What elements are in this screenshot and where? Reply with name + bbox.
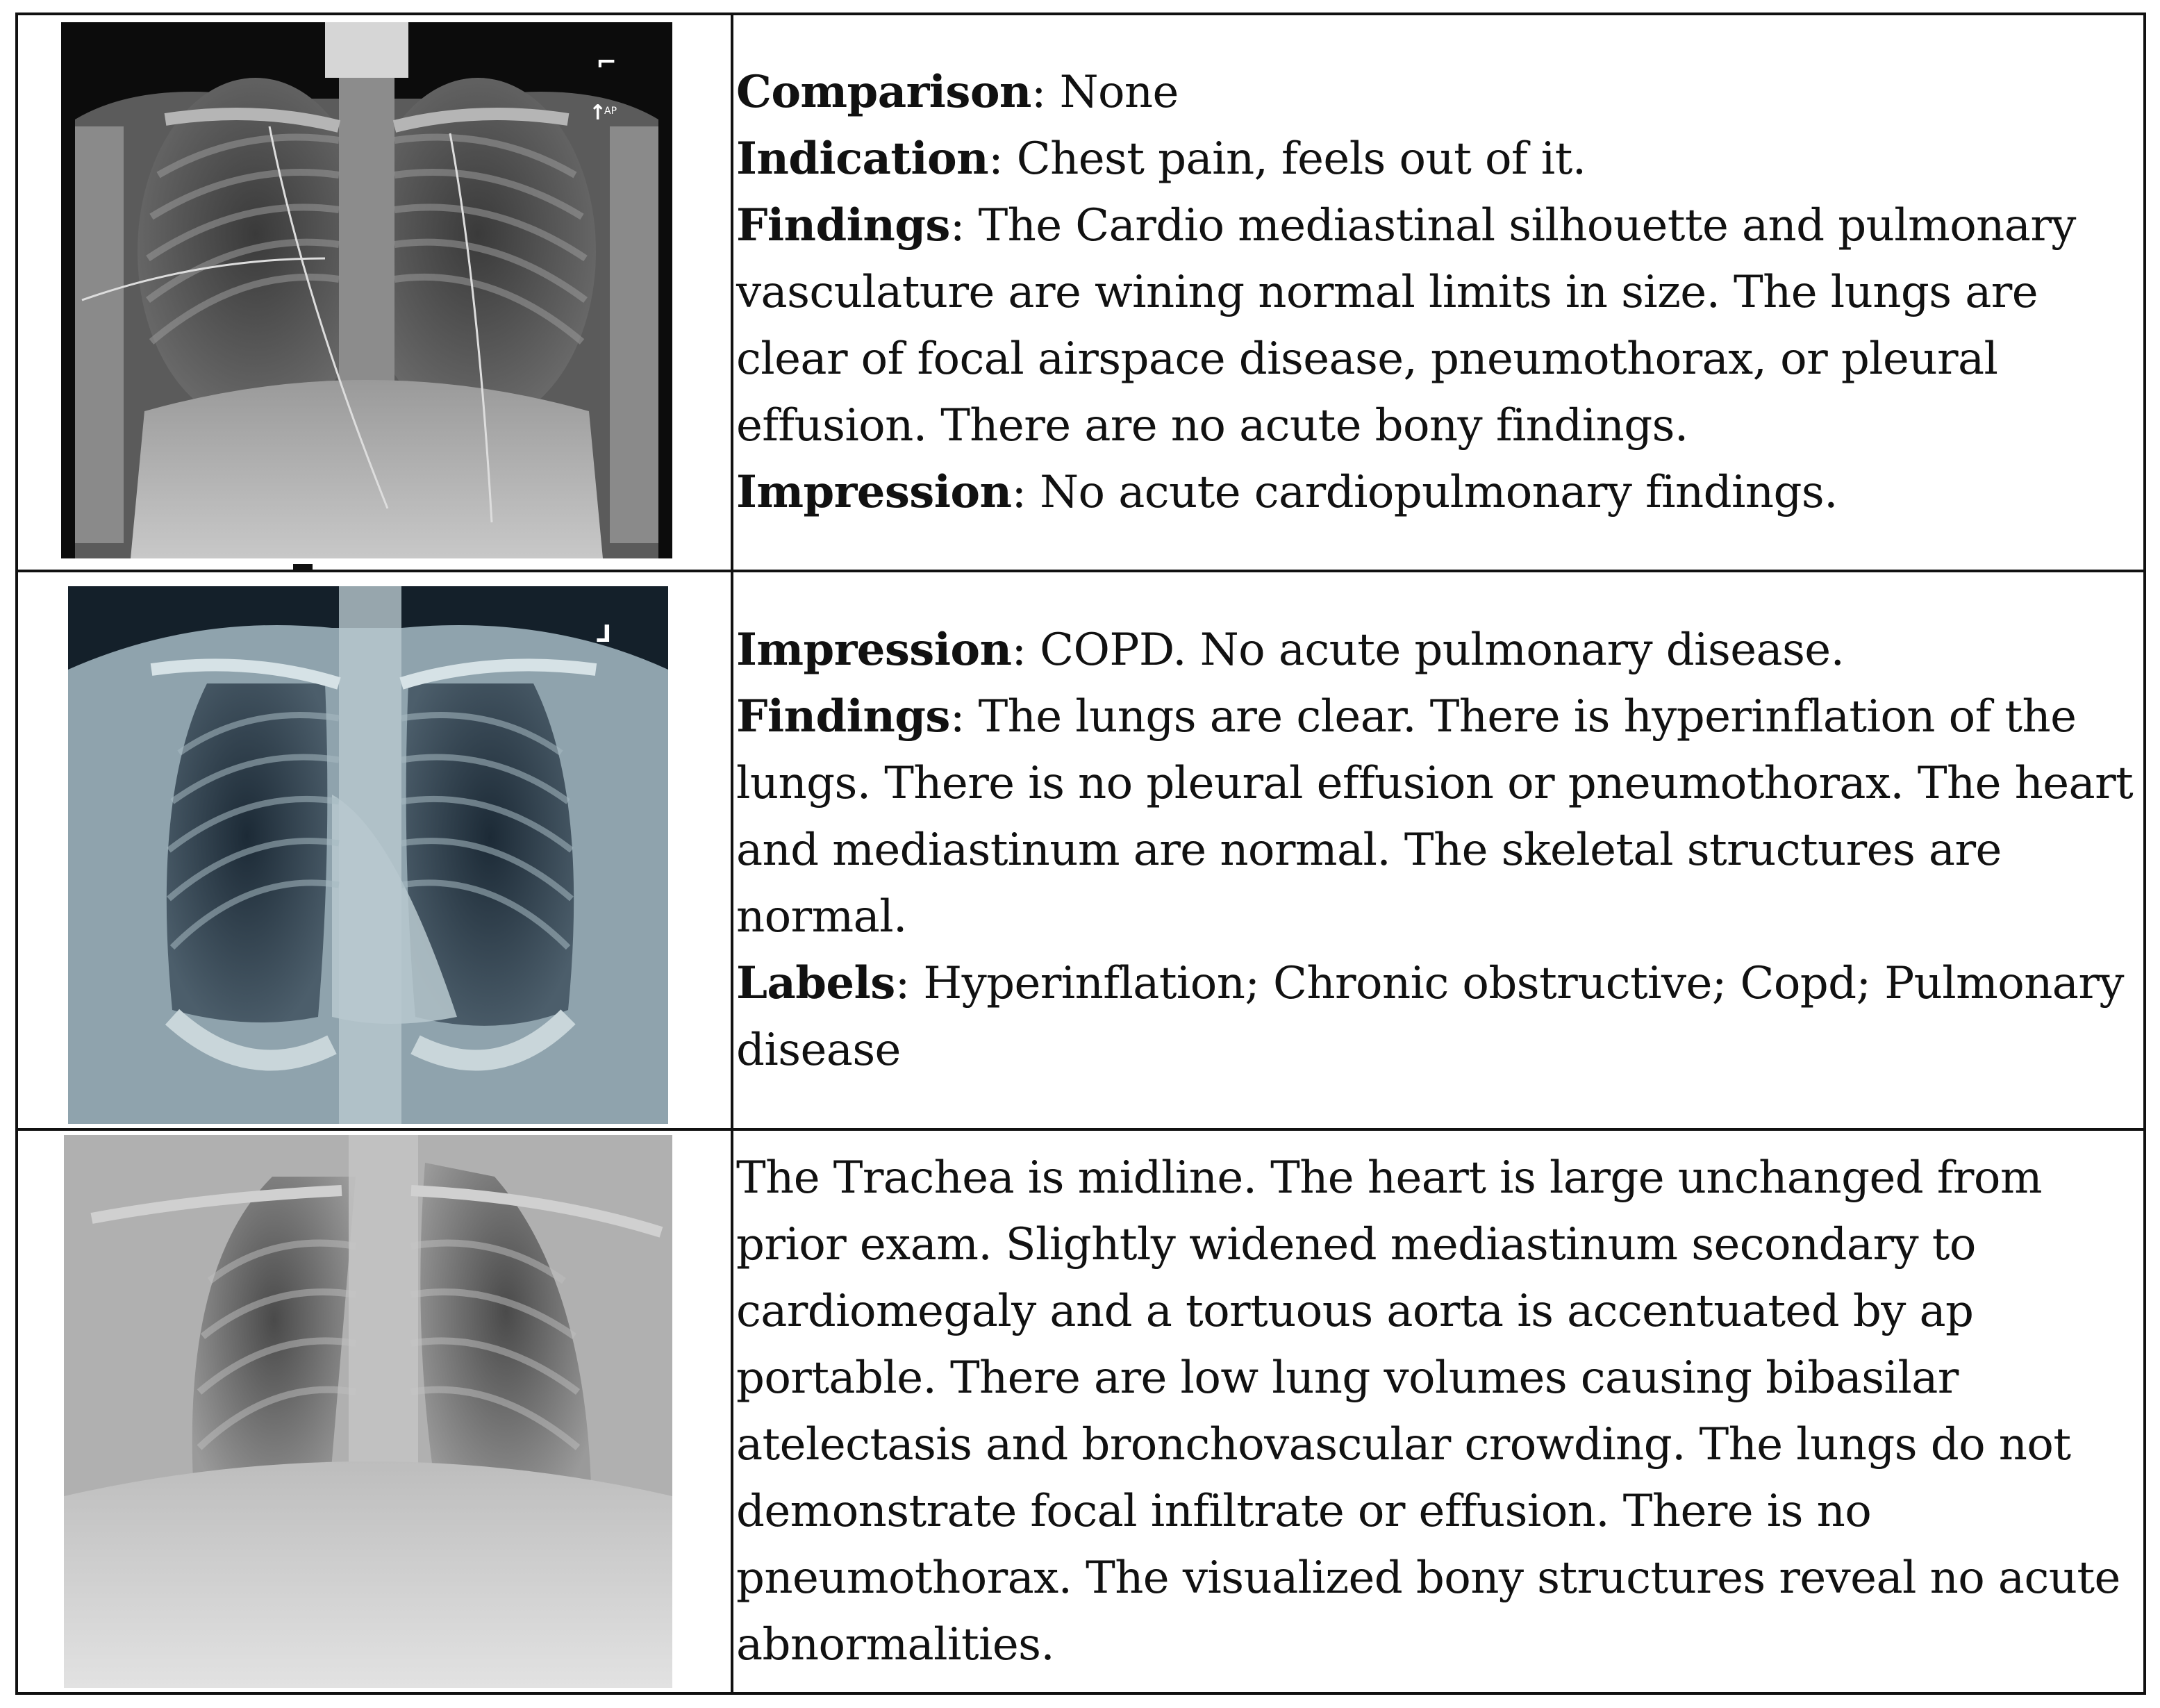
xray-image-2 <box>68 586 668 1124</box>
report-paragraph: Labels: Hyperinflation; Chronic obstructive; Copd; Pulmonary disease <box>736 957 2124 1076</box>
row3-image-cell <box>18 1131 733 1692</box>
xray-image-3 <box>64 1135 672 1688</box>
report-paragraph: Impression: COPD. No acute pulmonary disease. <box>736 624 1845 676</box>
svg-text:↑: ↑ <box>589 101 607 125</box>
marker-tick <box>293 564 313 571</box>
row1-image-cell <box>18 15 733 572</box>
ap-marker-label: AP <box>604 106 617 117</box>
svg-text:⌐: ⌐ <box>596 49 617 77</box>
report-paragraph: Findings: The Cardio mediastinal silhouette and pulmonary vasculature are wining normal limits in size. The lungs are clear of focal airspace disease, pneumothorax, or pleural effusion. There are no acute bony findings. <box>736 199 2076 451</box>
report-paragraph: Comparison: None <box>736 66 1179 118</box>
report-paragraph: Impression: No acute cardiopulmonary findings. <box>736 466 1838 518</box>
row1-text-cell <box>733 15 2143 572</box>
row2-text-cell <box>733 572 2143 1131</box>
xray-image-1 <box>61 22 672 558</box>
svg-text:⅃: ⅃ <box>596 620 611 648</box>
report-paragraph: The Trachea is midline. The heart is large unchanged from prior exam. Slightly widened mediastinum secondary to cardiomegaly and a tortuous aorta is accentuated by ap portable. There are low lung volumes causing bibasilar atelectasis and bronchovascular crowding. The lungs do not demonstrate focal infiltrate or effusion. There is no pneumothorax. The visualized bony structures reveal no acute abnormalities. <box>736 1152 2120 1670</box>
report-paragraph: Findings: The lungs are clear. There is hyperinflation of the lungs. There is no pleural effusion or pneumothorax. The heart and mediastinum are normal. The skeletal structures are normal. <box>736 690 2134 943</box>
row3-text-cell <box>733 1131 2143 1692</box>
report-paragraph: Indication: Chest pain, feels out of it. <box>736 133 1586 185</box>
report-table <box>15 13 2146 1695</box>
row2-image-cell <box>18 572 733 1131</box>
